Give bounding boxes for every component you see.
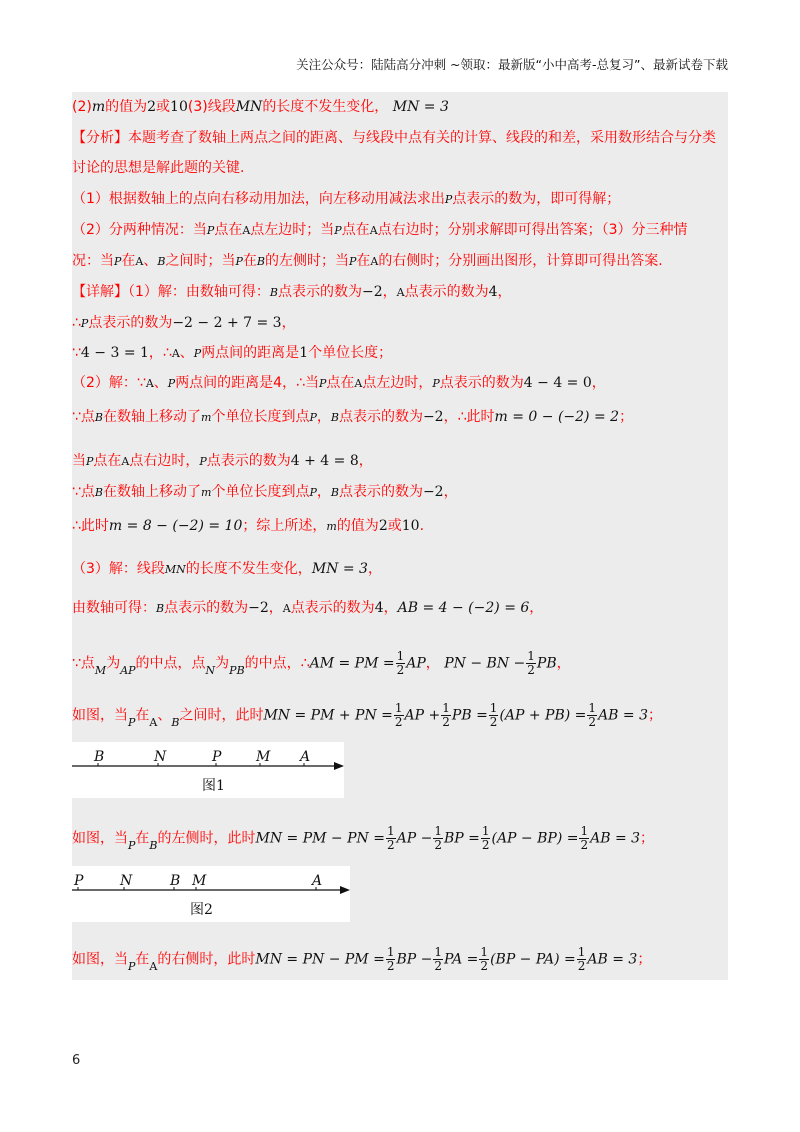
detail-line-10: 由数轴可得：B点表示的数为−2，A点表示的数为4，AB = 4 − (−2) = 6， — [72, 600, 544, 616]
detail-line-8: ∴此时m = 8 − (−2) = 10；综上所述，m的值为2或10. — [72, 518, 425, 534]
analysis-step-1: （1）根据数轴上的点向右移动用加法，向左移动用减法求出P点表示的数为，即可得解； — [72, 191, 621, 207]
page-header: 关注公众号：陆陆高分冲刺 ~领取：最新版“小中高考-总复习”、最新试卷下载 — [296, 57, 728, 72]
point-label-B: B — [170, 873, 181, 889]
detail-line-13: 如图，当$_P$在$_B$的左侧时，此时MN = PM − PN = $\frac{1}{2}$ AP − $\frac{1}{2}$ BP = $\frac{1}{2}$ (AP − BP) = $\frac{1}{2}$ AB = 3； — [72, 824, 655, 852]
detail-line-2: ∴P点表示的数为−2 − 2 + 7 = 3， — [72, 315, 296, 331]
point-label-P: P — [74, 873, 84, 889]
analysis-step-2: （2）分两种情况：当P点在A点左边时；当P点在A点右边时；分别求解即可得出答案；（3）分三种情 — [72, 222, 688, 238]
point-label-A: A — [300, 749, 311, 765]
point-label-N: N — [120, 873, 133, 889]
figure-2-caption: 图2 — [190, 902, 213, 918]
point-label-M: M — [256, 749, 271, 765]
detail-line-7: ∵点B在数轴上移动了m个单位长度到点P，B点表示的数为−2， — [72, 484, 458, 500]
point-label-M: M — [192, 873, 207, 889]
number-line-figure-2 — [72, 866, 350, 922]
arrow-icon — [340, 886, 350, 894]
detail-line-9: （3）解：线段MN的长度不发生变化，MN = 3， — [72, 561, 382, 577]
point-label-P: P — [212, 749, 222, 765]
analysis-line-1: 【分析】本题考查了数轴上两点之间的距离、与线段中点有关的计算、线段的和差，采用数形结合与分类 — [72, 130, 716, 146]
detail-line-14: 如图，当$_P$在$_A$的右侧时，此时MN = PN − PM = $\frac{1}{2}$ BP − $\frac{1}{2}$ PA = $\frac{1}{2}$ (BP − PA) = $\frac{1}{2}$ AB = 3； — [72, 945, 652, 973]
figure-1-caption: 图1 — [202, 778, 225, 794]
analysis-step-3: 况：当P在A、B之间时；当P在B的左侧时；当P在A的右侧时；分别画出图形，计算即可得出答案. — [72, 253, 663, 269]
point-label-N: N — [154, 749, 167, 765]
number-line-figure-1 — [72, 742, 344, 798]
detail-line-4: （2）解：∵A、P两点间的距离是4，∴当P点在A点左边时，P点表示的数为4 − 4 = 0， — [72, 375, 606, 391]
analysis-tag: 【分析】 — [72, 130, 128, 146]
detail-tag: 【详解】 — [72, 284, 128, 300]
detail-line-12: 如图，当$_P$在$_A$、$_B$之间时，此时MN = PM + PN = $\frac{1}{2}$ AP + $\frac{1}{2}$ PB = $\frac{1}{2}$ (AP + PB) = $\frac{1}{2}$ AB = 3； — [72, 701, 662, 729]
detail-line-6: 当P点在A点右边时，P点表示的数为4 + 4 = 8， — [72, 453, 373, 469]
point-label-A: A — [312, 873, 323, 889]
point-label-B: B — [94, 749, 105, 765]
detail-line-11: ∵点$_M$为$_{AP}$的中点，点$_N$为$_{PB}$的中点，∴AM = PM = $\frac{1}{2}$ AP， PN − BN − $\frac{1}{2}$ PB， — [72, 649, 571, 677]
page-number: 6 — [72, 1053, 81, 1068]
analysis-line-2: 讨论的思想是解此题的关键. — [72, 160, 245, 176]
detail-line-3: ∵4 − 3 = 1，∴A、P两点间的距离是1个单位长度； — [72, 345, 393, 361]
answer-line: (2)m的值为2或10(3)线段MN的长度不发生变化， MN = 3 — [72, 99, 449, 115]
arrow-icon — [334, 762, 344, 770]
detail-line-1: 【详解】（1）解：由数轴可得：B点表示的数为−2，A点表示的数为4， — [72, 284, 512, 300]
detail-line-5: ∵点B在数轴上移动了m个单位长度到点P，B点表示的数为−2，∴此时m = 0 − (−2) = 2； — [72, 409, 634, 425]
